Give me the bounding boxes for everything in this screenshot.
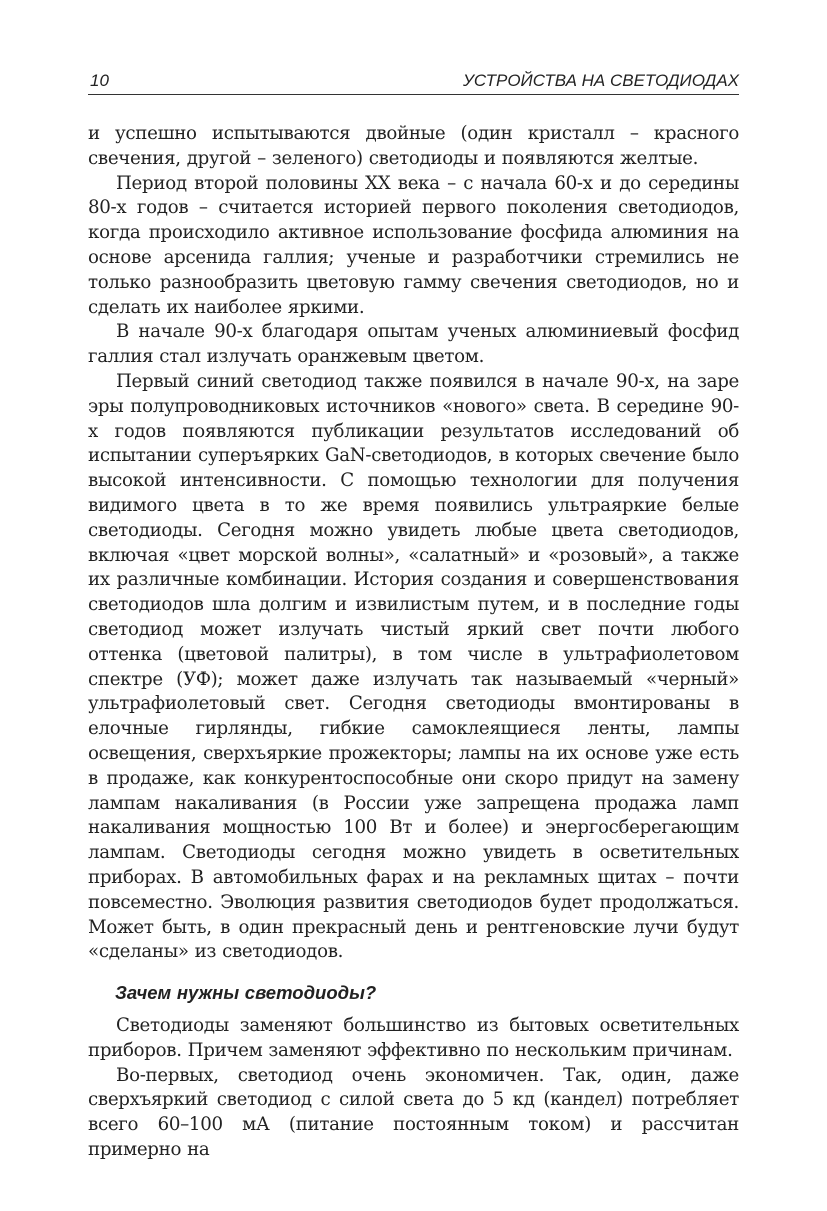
- running-title: УСТРОЙСТВА НА СВЕТОДИОДАХ: [463, 71, 739, 90]
- page-body: [88, 122, 739, 1163]
- running-header: [88, 70, 739, 95]
- paragraph: Период второй половины XX века – с начала 60-х и до середины 80-х годов – считается историей первого поколения светодиодов, когда происходило активное использование фосфида алюминия на основе арсенида галлия; ученые и разработчики стремились не только разнообразить цветовую гамму свечения светодиодов, но и сделать их наиболее яркими.: [88, 172, 739, 318]
- paragraph: В начале 90-х благодаря опытам ученых алюминиевый фосфид галлия стал излучать оранжевым цветом.: [88, 321, 739, 368]
- paragraph: Во-первых, светодиод очень экономичен. Так, один, даже сверхъяркий светодиод с силой света до 5 кд (кандел) потребляет всего 60–100 мА (питание постоянным током) и рассчитан примерно на: [88, 1064, 739, 1161]
- paragraph: Первый синий светодиод также появился в начале 90-х, на заре эры полупроводниковых источников «нового» света. В середине 90-х годов появляются публикации результатов исследований об испытании суперъярких GaN-светодиодов, в которых свечение было высокой интенсивности. С помощью технологии для получения видимого цвета в то же время появились ультраяркие белые светодиоды. Сегодня можно увидеть любые цвета светодиодов, включая «цвет морской волны», «салатный» и «розовый», а также их различные комбинации. История создания и совершенствования светодиодов шла долгим и извилистым путем, и в последние годы светодиод может излучать чистый яркий свет почти любого оттенка (цветовой палитры), в том числе в ультрафиолетовом спектре (УФ); может даже излучать так называемый «черный» ультрафиолетовый свет. Сегодня светодиоды вмонтированы в елочные гирлянды, гибкие самоклеящиеся ленты, лампы освещения, сверхъяркие прожекторы; лампы на их основе уже есть в продаже, как конкурентоспособные они скоро придут на замену лампам накаливания (в России уже запрещена продажа ламп накаливания мощностью 100 Вт и более) и энергосберегающим лампам. Светодиоды сегодня можно увидеть в осветительных приборах. В автомобильных фарах и на рекламных щитах – почти повсеместно. Эволюция развития светодиодов будет продолжаться. Может быть, в один прекрасный день и рентгеновские лучи будут «сделаны» из светодиодов.: [88, 370, 739, 963]
- paragraph-continuation: и успешно испытываются двойные (один кристалл – красного свечения, другой – зеленого) светодиоды и появляются желтые.: [88, 123, 739, 169]
- page-number: 10: [90, 71, 109, 90]
- paragraph: Светодиоды заменяют большинство из бытовых осветительных приборов. Причем заменяют эффективно по нескольким причинам.: [88, 1015, 739, 1061]
- section-heading: Зачем нужны светодиоды?: [115, 982, 377, 1004]
